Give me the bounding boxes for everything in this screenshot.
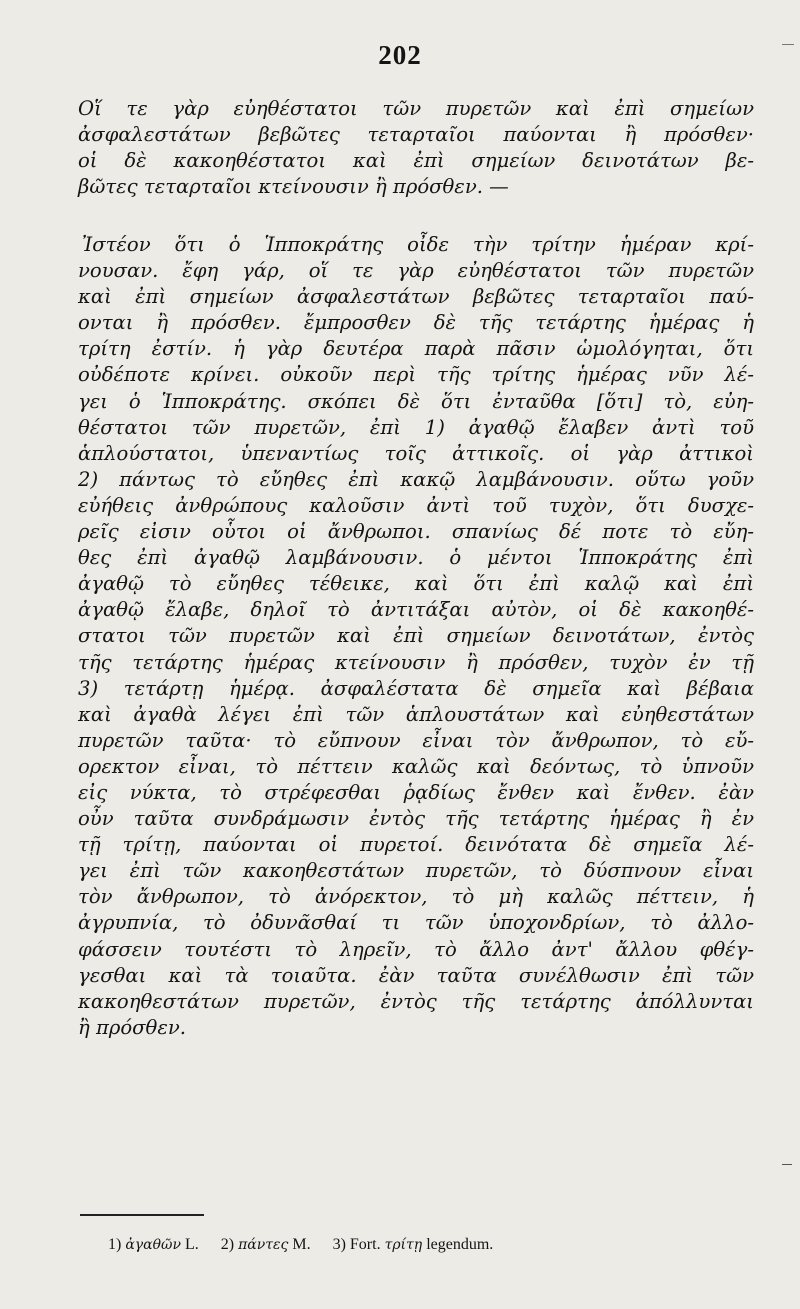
- text-line: ἀγρυπνία, τὸ ὀδυνᾶσθαί τι τῶν ὑποχονδρίων, τὸ ἀλλο-: [78, 911, 754, 935]
- text-line: ἀσφαλεστάτων βεβῶτες τεταρταῖοι παύονται ἢ πρόσθεν·: [78, 123, 754, 147]
- text-line: γει ἐπὶ τῶν κακοηθεστάτων πυρετῶν, τὸ δύσπνουν εἶναι: [78, 859, 754, 883]
- footnote-1-source: L.: [184, 1236, 199, 1253]
- text-line: ἢ πρόσθεν.: [78, 1015, 186, 1039]
- text-line: θες ἐπὶ ἀγαθῷ λαμβάνουσιν. ὁ μέντοι Ἱπποκράτης ἐπὶ: [78, 546, 754, 570]
- text-line: κακοηθεστάτων πυρετῶν, ἐντὸς τῆς τετάρτης ἀπόλλυνται: [78, 989, 754, 1013]
- text-line: ορεκτον εἶναι, τὸ πέττειν καλῶς καὶ δεόντως, τὸ ὑπνοῦν: [78, 754, 754, 778]
- text-line: ἀγαθῷ ἔλαβε, δηλοῖ τὸ ἀντιτάξαι αὐτὸν, οἱ δὲ κακοηθέ-: [78, 598, 754, 622]
- footnote-3-suffix: legendum.: [426, 1236, 494, 1253]
- footnote-3-prefix: Fort.: [349, 1236, 381, 1253]
- text-line: θέστατοι τῶν πυρετῶν, ἐπὶ 1) ἀγαθῷ ἔλαβεν ἀντὶ τοῦ: [78, 415, 754, 439]
- text-line: 3) τετάρτῃ ἡμέρᾳ. ἀσφαλέστατα δὲ σημεῖα καὶ βέβαια: [78, 676, 754, 700]
- margin-mark: [782, 1164, 792, 1165]
- text-line: ἀγαθῷ τὸ εὔηθες τέθεικε, καὶ ὅτι ἐπὶ καλῷ καὶ ἐπὶ: [78, 572, 754, 596]
- footnote-1-number: 1): [108, 1236, 122, 1253]
- text-line: στατοι τῶν πυρετῶν καὶ ἐπὶ σημείων δεινοτάτων, ἐντὸς: [78, 624, 754, 648]
- margin-mark: [782, 44, 794, 45]
- text-line: ρεῖς εἰσιν οὗτοι οἱ ἄνθρωποι. σπανίως δέ ποτε τὸ εὔη-: [78, 520, 754, 544]
- text-line: Οἵ τε γὰρ εὐηθέστατοι τῶν πυρετῶν καὶ ἐπὶ σημείων: [78, 97, 754, 120]
- text-line: οὖν ταῦτα συνδράμωσιν ἐντὸς τῆς τετάρτης ἡμέρας ἢ ἐν: [78, 807, 754, 831]
- footnote-2-number: 2): [220, 1236, 235, 1253]
- footnote-3-number: 3): [332, 1236, 346, 1253]
- footnote-3-reading: τρίτῃ: [384, 1237, 423, 1253]
- text-line: οὐδέποτε κρίνει. οὐκοῦν περὶ τῆς τρίτης ἡμέρας νῦν λέ-: [78, 363, 754, 387]
- text-line: καὶ ἀγαθὰ λέγει ἐπὶ τῶν ἁπλουστάτων καὶ εὐηθεστάτων: [78, 702, 754, 726]
- text-line: τὸν ἄνθρωπον, τὸ ἀνόρεκτον, τὸ μὴ καλῶς πέττειν, ἡ: [78, 885, 754, 909]
- text-line: εὐήθεις ἀνθρώπους καλοῦσιν ἀντὶ τοῦ τυχὸν, ὅτι δυσχε-: [78, 493, 754, 517]
- text-line: βῶτες τεταρταῖοι κτείνουσιν ἢ πρόσθεν. —: [78, 175, 509, 199]
- footnote-2-reading: πάντες: [238, 1237, 289, 1253]
- paragraph-2: [78, 232, 754, 1041]
- text-line: γει ὁ Ἱπποκράτης. σκόπει δὲ ὅτι ἐνταῦθα [ὅτι] τὸ, εὐη-: [78, 389, 754, 413]
- text-line: οἱ δὲ κακοηθέστατοι καὶ ἐπὶ σημείων δεινοτάτων βε-: [78, 149, 754, 173]
- text-line: 2) πάντως τὸ εὔηθες ἐπὶ κακῷ λαμβάνουσιν. οὕτω γοῦν: [78, 467, 754, 491]
- footnotes: [108, 1236, 511, 1254]
- footnote-2: [221, 1236, 311, 1253]
- text-line: ἁπλούστατοι, ὑπεναντίως τοῖς ἀττικοῖς. οἱ γὰρ ἀττικοὶ: [78, 441, 754, 465]
- text-line: φάσσειν τουτέστι τὸ ληρεῖν, τὸ ἄλλο ἀντ' ἄλλου φθέγ-: [78, 937, 754, 961]
- text-line: ονται ἢ πρόσθεν. ἔμπροσθεν δὲ τῆς τετάρτης ἡμέρας ἡ: [78, 311, 754, 335]
- text-line: τῆς τετάρτης ἡμέρας κτείνουσιν ἢ πρόσθεν, τυχὸν ἐν τῇ: [78, 650, 754, 674]
- text-line: Ἰστέον ὅτι ὁ Ἱπποκράτης οἶδε τὴν τρίτην ἡμέραν κρί-: [82, 233, 754, 256]
- text-line: τρίτη ἐστίν. ἡ γὰρ δευτέρα παρὰ πᾶσιν ὡμολόγηται, ὅτι: [78, 337, 754, 361]
- text-line: τῇ τρίτῃ, παύονται οἱ πυρετοί. δεινότατα δὲ σημεῖα λέ-: [78, 833, 754, 857]
- footnote-1-reading: ἀγαθῶν: [125, 1237, 181, 1253]
- footnote-3: [333, 1236, 494, 1253]
- footnote-rule: [80, 1214, 204, 1216]
- text-line: εἰς νύκτα, τὸ στρέφεσθαι ῥᾳδίως ἔνθεν καὶ ἔνθεν. ἐὰν: [78, 780, 754, 804]
- paragraph-1: [78, 96, 754, 200]
- footnote-1: [108, 1236, 199, 1253]
- text-line: νουσαν. ἔφη γάρ, οἵ τε γὰρ εὐηθέστατοι τῶν πυρετῶν: [78, 259, 754, 283]
- page-number: 202: [378, 40, 422, 70]
- text-line: καὶ ἐπὶ σημείων ἀσφαλεστάτων βεβῶτες τεταρταῖοι παύ-: [78, 285, 754, 309]
- footnote-2-source: M.: [292, 1236, 311, 1253]
- text-line: γεσθαι καὶ τὰ τοιαῦτα. ἐὰν ταῦτα συνέλθωσιν ἐπὶ τῶν: [78, 963, 754, 987]
- text-line: πυρετῶν ταῦτα· τὸ εὔπνουν εἶναι τὸν ἄνθρωπον, τὸ εὔ-: [78, 728, 754, 752]
